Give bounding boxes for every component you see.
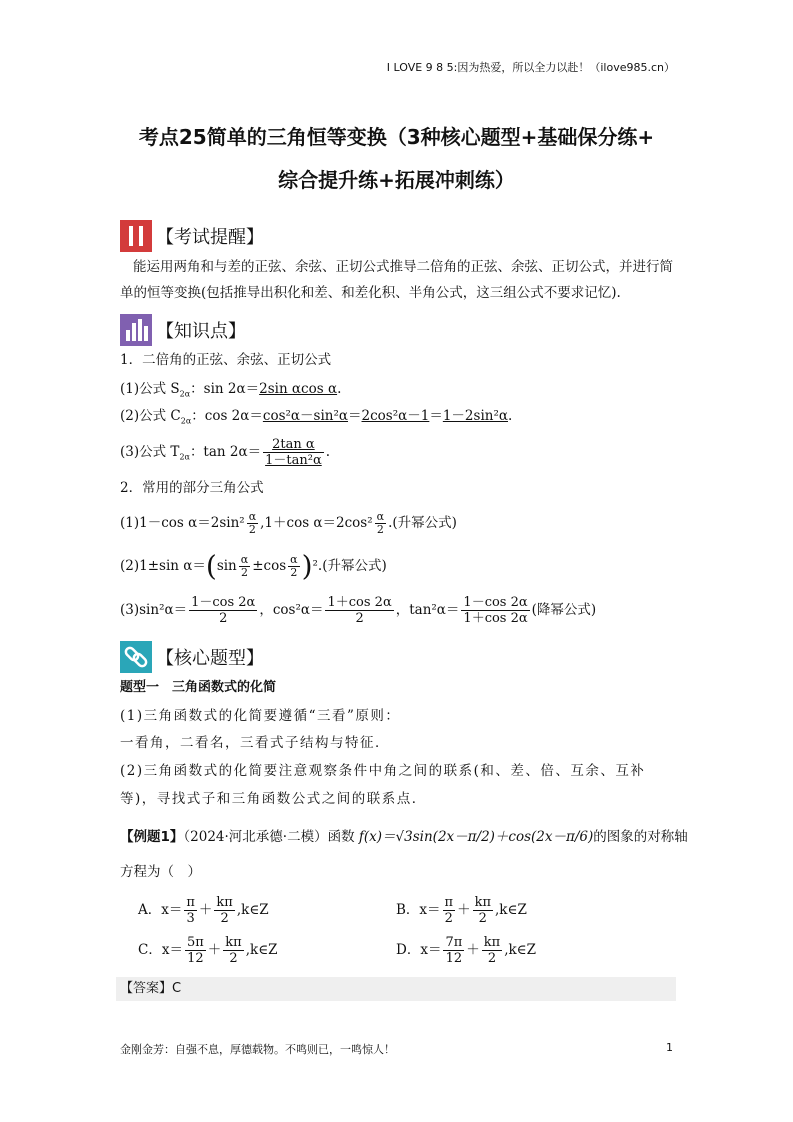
pause-icon xyxy=(120,220,152,252)
fraction-denominator: 2 xyxy=(376,523,384,536)
formula-part: sin xyxy=(216,558,237,574)
option-c[interactable]: C．x＝ $\frac{5\pi}{12}$ ＋ $\frac{k\pi}{2}$ ,k∈Z xyxy=(138,935,278,966)
formula-label: (3)公式 xyxy=(120,444,167,460)
section-core xyxy=(120,640,264,674)
formula-lhs: ：cos 2α＝ xyxy=(191,408,263,424)
fraction-numerator: π xyxy=(444,895,454,910)
fraction-denominator: 3 xyxy=(186,911,195,926)
fraction-numerator: 7π xyxy=(445,935,463,950)
formula-part: ,1＋cos α＝2cos² xyxy=(260,515,373,531)
header-note: I LOVE 9 8 5:因为热爱，所以全力以赴！（ilove985.cn） xyxy=(386,61,675,74)
fraction-denominator: 2 xyxy=(355,611,364,626)
fraction-numerator: 5π xyxy=(186,935,204,950)
formula-part: (2)1±sin α＝ xyxy=(120,558,206,574)
fraction-numerator: 1－cos 2α xyxy=(463,595,528,610)
formula-part: .(升幂公式) xyxy=(388,515,457,531)
formula-lhs: ：sin 2α＝ xyxy=(190,381,260,397)
fraction xyxy=(223,935,243,966)
fraction xyxy=(325,595,393,626)
option-x: x＝ xyxy=(419,902,441,918)
example-tag: 【例题1】 xyxy=(120,829,184,845)
option-tail: ,k∈Z xyxy=(495,902,527,918)
core-para-3: (2)三角函数式的化简要注意观察条件中角之间的联系(和、差、倍、互余、互补等)，寻找式子和三角函数公式之间的联系点． xyxy=(120,763,646,807)
section-knowledge-label: 【知识点】 xyxy=(156,321,246,342)
fraction-denominator: 2 xyxy=(478,911,487,926)
core-para-2: 一看角，二看名，三看式子结构与特征． xyxy=(120,735,390,751)
fraction-denominator: 2 xyxy=(229,951,238,966)
formula-sub: 2α xyxy=(179,389,191,399)
fraction-numerator: α xyxy=(240,553,249,566)
formula-part: (3)sin²α＝ xyxy=(120,602,188,618)
formula-raise-2: (2)1±sin α＝(sin $\frac{\alpha}{2}$ ±cos $\frac{\alpha}{2}$ )².(升幂公式) xyxy=(120,549,387,583)
fraction-numerator: π xyxy=(186,895,195,910)
section-reminder xyxy=(120,219,264,253)
fraction-numerator: α xyxy=(248,510,257,523)
formula-name: S xyxy=(170,381,180,397)
formula-c2a: (2)公式 $C_{2\alpha}$：cos 2α＝cos²α－sin²α＝2cos²α－1＝1－2sin²α. xyxy=(120,408,513,426)
section-reminder-label: 【考试提醒】 xyxy=(156,227,264,248)
knowledge-heading-2: 2．常用的部分三角公式 xyxy=(120,480,264,496)
option-a[interactable]: A．x＝ $\frac{\pi}{3}$ ＋ $\frac{k\pi}{2}$ ,k∈Z xyxy=(138,895,269,926)
fraction xyxy=(189,595,257,626)
fraction xyxy=(247,511,258,536)
option-tail: ,k∈Z xyxy=(236,902,269,918)
fraction-numerator: α xyxy=(290,553,298,566)
formula-name: T xyxy=(170,444,180,460)
footer-motto: 金刚金芳：自强不息，厚德载物。不鸣则已，一鸣惊人！ xyxy=(120,1043,395,1056)
fraction-denominator: 2 xyxy=(219,611,228,626)
bar-chart-icon xyxy=(120,314,152,346)
fraction-numerator: 2tan α xyxy=(263,437,324,453)
example-source: （2024·河北承德·二模）函数 xyxy=(183,829,355,845)
fraction xyxy=(443,935,464,966)
fraction xyxy=(288,554,299,579)
example-1 xyxy=(120,822,688,852)
formula-raise-1 xyxy=(120,508,457,538)
option-b[interactable]: B．x＝ $\frac{\pi}{2}$ ＋ $\frac{k\pi}{2}$ ,k∈Z xyxy=(396,895,527,926)
fraction-denominator: 2 xyxy=(487,951,497,966)
formula-rhs-3: 1－2sin²α xyxy=(442,408,508,424)
fraction-denominator: 2 xyxy=(290,566,298,579)
formula-part: ±cos xyxy=(252,558,287,574)
fraction-numerator: kπ xyxy=(483,935,501,950)
fraction-denominator: 2 xyxy=(444,911,453,926)
fraction-numerator: α xyxy=(376,510,385,523)
formula-name: C xyxy=(170,408,181,424)
option-x: x＝ xyxy=(161,902,183,918)
option-tail: ,k∈Z xyxy=(245,942,278,958)
fraction-numerator: 1－cos 2α xyxy=(191,595,256,610)
fraction xyxy=(184,895,197,926)
formula-sub: 2α xyxy=(180,416,192,426)
fraction-denominator: 2 xyxy=(220,911,229,926)
formula-s2a: (1)公式 $S_{2\alpha}$：sin 2α＝2sin αcos α. xyxy=(120,381,342,399)
fraction xyxy=(443,895,456,926)
formula-sub: 2α xyxy=(179,452,190,462)
formula-rhs: 2sin αcos α xyxy=(259,381,338,397)
link-icon xyxy=(120,641,152,673)
formula-label: (2)公式 xyxy=(120,408,167,424)
example-function: f(x)＝√3sin(2x－π/2)＋cos(2x－π/6) xyxy=(358,829,594,845)
option-tail: ,k∈Z xyxy=(504,942,537,958)
fraction xyxy=(482,935,502,966)
formula-label: (1)公式 xyxy=(120,381,167,397)
fraction-denominator: 12 xyxy=(445,951,463,966)
option-label: C． xyxy=(138,942,162,958)
fraction xyxy=(185,935,206,966)
option-label: D． xyxy=(396,942,421,958)
option-x: x＝ xyxy=(420,942,442,958)
fraction xyxy=(263,437,324,468)
fraction-numerator: kπ xyxy=(225,935,242,950)
example-1-tail: 方程为（ ） xyxy=(120,864,201,880)
formula-part: (降幂公式) xyxy=(531,602,597,618)
formula-part: ².(升幂公式) xyxy=(312,558,387,574)
fraction xyxy=(214,895,234,926)
example-tail: 的图象的对称轴 xyxy=(593,829,688,845)
fraction-numerator: kπ xyxy=(474,895,492,910)
formula-t2a: (3)公式 $T_{2\alpha}$：tan 2α＝ $\frac{\text{2tan α}}{\text{1－tan²α}}$ . xyxy=(120,437,331,468)
page-title-line2: 综合提升练+拓展冲刺练） xyxy=(278,168,515,192)
knowledge-heading-1: 1．二倍角的正弦、余弦、正切公式 xyxy=(120,352,332,368)
formula-lower xyxy=(120,593,596,627)
fraction xyxy=(239,554,250,579)
option-label: B． xyxy=(396,902,420,918)
core-para-1: (1)三角函数式的化简要遵循“三看”原则： xyxy=(120,708,401,724)
formula-lhs: ：tan 2α＝ xyxy=(189,444,262,460)
formula-rhs-1: cos²α－sin²α xyxy=(262,408,349,424)
formula-part: ，cos²α＝ xyxy=(259,602,324,618)
page-title-line1: 考点25简单的三角恒等变换（3种核心题型+基础保分练+ xyxy=(138,125,655,149)
fraction-denominator: 2 xyxy=(240,566,248,579)
section-knowledge xyxy=(120,313,246,347)
answer-bar: 【答案】C xyxy=(116,977,676,1001)
type1-heading: 题型一 三角函数式的化简 xyxy=(120,680,277,695)
option-x: x＝ xyxy=(161,942,183,958)
fraction-numerator: kπ xyxy=(216,895,233,910)
formula-rhs-2: 2cos²α－1 xyxy=(361,408,430,424)
fraction-denominator: 1－tan²α xyxy=(265,453,322,468)
section-core-label: 【核心题型】 xyxy=(156,648,264,669)
option-label: A． xyxy=(138,902,162,918)
option-d[interactable]: D．x＝ $\frac{7\pi}{12}$ ＋ $\frac{k\pi}{2}$ ,k∈Z xyxy=(396,935,537,966)
fraction xyxy=(375,511,386,536)
fraction-denominator: 12 xyxy=(187,951,204,966)
fraction-numerator: 1＋cos 2α xyxy=(327,595,392,610)
fraction-denominator: 2 xyxy=(248,523,256,536)
reminder-text: 能运用两角和与差的正弦、余弦、正切公式推导二倍角的正弦、余弦、正切公式，并进行简单的恒等变换(包括推导出积化和差、和差化积、半角公式，这三组公式不要求记忆). xyxy=(120,259,673,301)
formula-part: (1)1－cos α＝2sin² xyxy=(120,515,245,531)
fraction-denominator: 1＋cos 2α xyxy=(463,611,528,626)
formula-part: ，tan²α＝ xyxy=(395,602,460,618)
fraction xyxy=(473,895,493,926)
fraction xyxy=(461,595,529,626)
page-number: 1 xyxy=(666,1041,673,1054)
